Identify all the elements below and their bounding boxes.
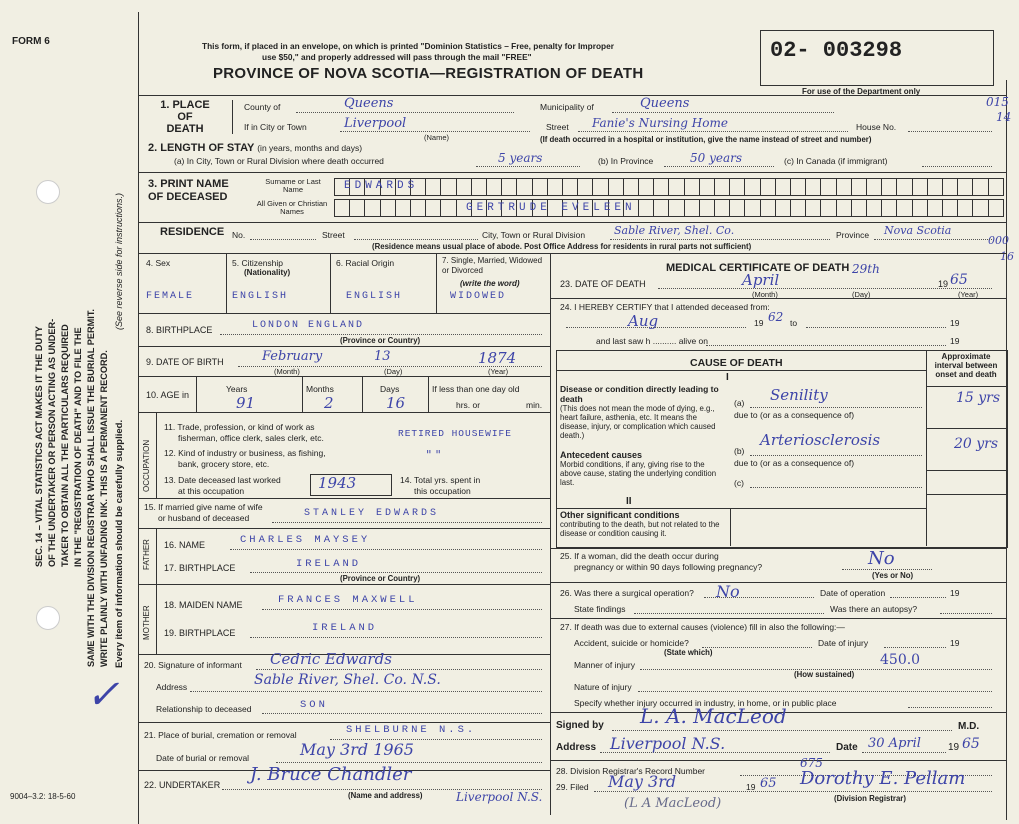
interval-label: Approximate interval between onset and death [934,352,998,379]
father-birthplace-value: IRELAND [296,558,362,570]
racial-label: 6. Racial Origin [336,258,395,268]
letter-cell [972,199,988,217]
mother-birthplace-label: 19. BIRTHPLACE [164,628,236,638]
letter-cell [927,199,943,217]
stay-a-label: (a) In City, Town or Rural Division where death occurred [174,156,384,166]
letter-cell [881,178,897,196]
dept-code-1: 015 [986,95,1009,109]
letter-cell [516,178,532,196]
letter-cell [836,178,852,196]
signed-date: 30 April [868,736,921,751]
father-name-value: CHARLES MAYSEY [240,534,371,546]
accident-label: Accident, suicide or homicide? [574,638,689,648]
letter-cell [805,199,821,217]
department-note: For use of the Department only [802,87,921,96]
undertaker-town: Liverpool N.S. [456,790,543,804]
letter-cell [349,199,365,217]
residence-city-value: Sable River, Shel. Co. [614,224,735,237]
relation-label: Relationship to deceased [156,704,252,714]
residence-no-label: No. [232,230,246,240]
side-instruction-2: OF THE UNDERTAKER OR PERSON ACTING AS UNDER- [47,318,57,567]
house-label: House No. [856,122,897,132]
years-label: Years [226,384,248,394]
letter-cell [896,178,912,196]
stay-b-label: (b) In Province [598,156,654,166]
county-value: Queens [344,96,394,111]
institution-note: (If death occurred in a hospital or institution, give the name instead of street and number) [540,135,872,144]
residence-city-label: City, Town or Rural Division [482,230,586,240]
pregnancy-label: 25. If a woman, did the death occur during pregnancy or within 90 days following pregnancy? [560,551,763,572]
dod-day-sub: (Day) [852,290,871,299]
street-value: Fanie's Nursing Home [592,116,728,130]
racial-value: ENGLISH [346,291,403,302]
stay-c-label: (c) In Canada (if immigrant) [784,156,888,166]
letter-cell [425,178,441,196]
citizenship-value: ENGLISH [232,291,289,302]
signed-value: L. A. MacLeod [640,704,787,728]
deceased-label: 3. PRINT NAME OF DECEASED [148,178,229,203]
stay-a-value: 5 years [498,151,543,165]
letter-cell [395,199,411,217]
form-code: 9004–3.2: 18-5-60 [10,792,76,801]
dob-year-sub: (Year) [488,367,509,376]
letter-cell [729,199,745,217]
years-spent-label: 14. Total yrs. spent in this occupation [400,475,481,496]
last-saw-year: 19 [950,336,960,346]
envelope-note-1: This form, if placed in an envelope, on which is printed "Dominion Statistics – Free, penalty for Improper [202,41,614,51]
letter-cell [912,178,928,196]
letter-cell [638,178,654,196]
stay-b-value: 50 years [690,151,743,165]
letter-cell [684,199,700,217]
letter-cell [942,178,958,196]
letter-cell [486,178,502,196]
cause-a-value: Senility [770,386,828,404]
days-label: Days [380,384,400,394]
burial-label: 21. Place of burial, cremation or removal [144,730,297,740]
due-to-a: due to (or as a consequence of) [734,410,855,420]
letter-cell [836,199,852,217]
dob-day-sub: (Day) [384,367,403,376]
letter-cell [820,199,836,217]
other-note: contributing to the death, but not related to the disease or condition causing it. [560,520,720,538]
letter-cell [638,199,654,217]
informant-address-label: Address [156,682,188,692]
letter-cell [988,178,1004,196]
attended-to-label: to [790,318,798,328]
informant-address: Sable River, Shel. Co. N.S. [254,672,441,688]
filed-year: 65 [760,776,777,791]
residence-label: RESIDENCE [160,226,225,238]
dod-year: 65 [950,272,968,288]
letter-cell [684,178,700,196]
letter-cell [623,178,639,196]
letter-cell [364,199,380,217]
relation-value: SON [300,699,328,711]
pregnancy-value: No [868,548,895,569]
letter-cell [334,199,350,217]
cause-b-label: (b) [734,446,745,456]
letter-cell [972,178,988,196]
months-label: Months [306,384,334,394]
letter-cell [957,199,973,217]
date-label: Date [836,742,858,753]
letter-cell [653,199,669,217]
burial-place: SHELBURNE N.S. [346,724,477,736]
operation-century: 19 [950,588,960,598]
signed-year: 65 [962,736,980,752]
dod-month: April [742,271,780,289]
cause-b-value: Arteriosclerosis [760,431,881,449]
address-value: Liverpool N.S. [610,734,726,753]
letter-cell [790,178,806,196]
letter-cell [744,199,760,217]
letter-cell [775,178,791,196]
record-number-label: 28. Division Registrar's Record Number [556,766,706,776]
letter-cell [851,178,867,196]
roman-two: II [626,496,632,507]
occupation-side-label: OCCUPATION [142,439,151,492]
letter-cell [532,178,548,196]
father-side-label: FATHER [142,539,151,570]
letter-cell [805,178,821,196]
side-instruction-7: (See reverse side for instructions.) [114,192,124,330]
letter-cell [744,178,760,196]
cause-c-label: (c) [734,478,744,488]
filed-label: 29. Filed [556,782,589,792]
mother-name-value: FRANCES MAXWELL [278,594,418,606]
roman-one: I [726,372,729,383]
years-value: 91 [236,394,256,412]
letter-cell [592,178,608,196]
less-day-label: If less than one day old [432,384,520,394]
min-label: min. [526,400,543,410]
antecedent-label: Antecedent causes [560,450,643,460]
binder-hole-bottom [36,606,60,630]
letter-cell [714,178,730,196]
undertaker-sub: (Name and address) [348,791,423,800]
informant-signature: Cedric Edwards [270,650,392,668]
dept-code-2: 14 [996,110,1012,124]
attended-to-year: 19 [950,318,960,328]
letter-cell [410,199,426,217]
state-which: (State which) [664,648,713,657]
letter-cell [957,178,973,196]
registration-number: 02- 003298 [770,38,903,63]
letter-cell [790,199,806,217]
letter-cell [851,199,867,217]
printed-signature: (L A MacLeod) [624,796,722,811]
letter-cell [699,178,715,196]
medical-title: MEDICAL CERTIFICATE OF DEATH [666,262,850,274]
mother-name-label: 18. MAIDEN NAME [164,600,243,610]
cause-title: CAUSE OF DEATH [690,357,783,369]
letter-cell [714,199,730,217]
dob-month: February [262,349,323,364]
industry-value: " " [426,448,441,462]
where-label: Specify whether injury occurred in industry, in home, or in public place [574,698,837,708]
filed-date: May 3rd [608,772,677,791]
last-saw-label: and last saw h .......... alive on [596,336,708,346]
letter-cell [942,199,958,217]
days-value: 16 [386,394,406,412]
given-value: GERTRUDE EVELEEN [466,202,636,214]
letter-cell [881,199,897,217]
letter-cell [760,178,776,196]
burial-date-label: Date of burial or removal [156,753,250,763]
dod-month-sub: (Month) [752,290,778,299]
registrar-sub: (Division Registrar) [834,794,906,803]
autopsy-label: Was there an autopsy? [830,604,918,614]
surgical-value: No [716,582,740,601]
dod-century: 19 [938,279,949,289]
record-number: 675 [800,756,823,770]
due-to-b: due to (or as a consequence of) [734,458,855,468]
spouse-value: STANLEY EDWARDS [304,508,440,519]
external-label: 27. If death was due to external causes (violence) fill in also the following:— [560,622,845,632]
letter-cell [380,199,396,217]
letter-cell [760,199,776,217]
pregnancy-sub: (Yes or No) [872,571,914,580]
industry-label: 12. Kind of industry or business, as fishing, bank, grocery store, etc. [164,448,326,469]
letter-cell [912,199,928,217]
frame-left [138,12,139,824]
father-birthplace-sub: (Province or Country) [340,574,421,583]
informant-label: 20. Signature of informant [144,660,242,670]
dob-label: 9. DATE OF BIRTH [146,357,224,367]
dept-code-4: 16 [1000,250,1014,263]
last-worked-value: 1943 [318,474,357,492]
trade-value: RETIRED HOUSEWIFE [398,428,512,439]
letter-cell [425,199,441,217]
last-worked-label: 13. Date deceased last worked at this occupation [164,475,281,496]
cause-b-interval: 20 yrs [954,436,999,452]
father-name-label: 16. NAME [164,540,206,550]
dod-year-sub: (Year) [958,290,979,299]
immediate-note: (This does not mean the mode of dying, e.g., heart failure, asthenia, etc. It means the disease, injury, or complication which caused death.) [560,404,716,440]
attended-year-century: 19 [754,318,764,328]
citizenship-label: 5. Citizenship [232,258,284,268]
letter-cell [699,199,715,217]
burial-date: May 3rd 1965 [300,740,414,759]
letter-cell [668,199,684,217]
letter-cell [562,178,578,196]
city-name-sub: (Name) [424,133,450,142]
envelope-note-2: use $50," and properly addressed will pass through the mail "FREE" [262,52,532,62]
findings-label: State findings [574,604,626,614]
side-instruction-5: SAME WITH THE DIVISION REGISTRAR WHO SHALL ISSUE THE BURIAL PERMIT. [86,309,96,667]
citizenship-sub: (Nationality) [244,268,291,277]
spouse-label: 15. If married give name of wife or husband of deceased [144,502,263,523]
city-value: Liverpool [344,116,407,131]
city-label: If in City or Town [244,122,307,132]
marital-sub: (write the word) [460,279,520,288]
sex-label: 4. Sex [146,258,171,268]
birthplace-value: LONDON ENGLAND [252,320,365,331]
sex-value: FEMALE [146,291,195,302]
mother-side-label: MOTHER [142,605,151,640]
attended-year: 62 [768,310,784,324]
attended-from: Aug [628,312,659,330]
surname-value: EDWARDS [344,180,419,192]
injury-date-label: Date of injury [818,638,869,648]
dept-code-3: 000 [988,234,1009,247]
side-instruction-4: IN THE "REGISTRATION OF DEATH" AND TO FILE THE [73,327,83,567]
stay-label: 2. LENGTH OF STAY (in years, months and days) [148,142,363,154]
months-value: 2 [324,394,334,412]
letter-cell [820,178,836,196]
registrar-signature: Dorothy E. Pellam [800,768,966,789]
residence-note: (Residence means usual place of abode. Post Office Address for residents in rural parts not sufficient) [372,242,752,251]
letter-cell [577,178,593,196]
side-instruction-8: Every item of information should be carefully supplied. [114,419,125,668]
municipality-value: Queens [640,96,690,111]
letter-cell [775,199,791,217]
letter-cell [471,178,487,196]
injury-century: 19 [950,638,960,648]
binder-hole-top [36,180,60,204]
given-label: All Given or Christian Names [256,199,328,216]
checkmark: ✓ [86,672,120,718]
mother-birthplace-value: IRELAND [312,622,378,634]
filed-century: 19 [746,782,756,792]
letter-cell [501,178,517,196]
manner-value: 450.0 [880,652,921,668]
antecedent-note: Morbid conditions, if any, giving rise to the above cause, stating the underlying condition last. [560,460,717,487]
dod-day: 29th [852,262,880,276]
form-title: PROVINCE OF NOVA SCOTIA—REGISTRATION OF DEATH [213,65,644,82]
county-label: County of [244,102,281,112]
other-label: Other significant conditions [560,510,680,520]
residence-province-value: Nova Scotia [884,224,952,237]
dob-year: 1874 [478,349,517,367]
address-label: Address [556,742,597,753]
letter-cell [440,199,456,217]
form-number: FORM 6 [12,36,50,47]
side-instruction-6: WRITE PLAINLY WITH UNFADING INK. THIS IS A PERMANENT RECORD. [99,350,109,667]
letter-cell [866,199,882,217]
place-label: 1. PLACE OF DEATH [160,99,210,135]
md-label: M.D. [958,721,980,732]
residence-street-label: Street [322,230,345,240]
letter-cell [866,178,882,196]
letter-cell [608,178,624,196]
manner-label: Manner of injury [574,660,635,670]
hrs-label: hrs. or [456,400,481,410]
surname-label: Surname or Last Name [265,177,321,194]
side-instruction-3: TAKER TO OBTAIN ALL THE PARTICULARS REQUIRED [60,324,70,567]
marital-label: 7. Single, Married, Widowed or Divorced [442,256,543,275]
how-sustained: (How sustained) [794,670,855,679]
father-birthplace-label: 17. BIRTHPLACE [164,563,236,573]
letter-cell [668,178,684,196]
dod-label: 23. DATE OF DEATH [560,279,646,289]
letter-cell [653,178,669,196]
undertaker-signature: J. Bruce Chandler [250,764,412,785]
undertaker-label: 22. UNDERTAKER [144,780,221,790]
cause-a-label: (a) [734,398,745,408]
birthplace-sub: (Province or Country) [340,336,421,345]
surgical-label: 26. Was there a surgical operation? [560,588,694,598]
nature-label: Nature of injury [574,682,632,692]
operation-date-label: Date of operation [820,588,886,598]
letter-cell [440,178,456,196]
cause-a-interval: 15 yrs [956,390,1001,406]
trade-label: 11. Trade, profession, or kind of work as fisherman, office clerk, sales clerk, etc. [164,422,324,443]
age-label: 10. AGE in [146,390,190,400]
residence-province-label: Province [836,230,870,240]
dob-day: 13 [374,349,391,364]
birthplace-label: 8. BIRTHPLACE [146,325,213,335]
immediate-label: Disease or condition directly leading to death [560,384,719,404]
street-label: Street [546,122,569,132]
signed-label: Signed by [556,720,604,731]
letter-cell [547,178,563,196]
letter-cell [456,178,472,196]
marital-value: WIDOWED [450,291,507,302]
certify-label: 24. I HEREBY CERTIFY that I attended deceased from: [560,302,770,312]
signed-century: 19 [948,742,960,753]
dob-month-sub: (Month) [274,367,300,376]
letter-cell [927,178,943,196]
letter-cell [729,178,745,196]
letter-cell [988,199,1004,217]
letter-cell [896,199,912,217]
side-instruction-1: SEC. 14 – VITAL STATISTICS ACT MAKES IT THE DUTY [34,326,44,567]
municipality-label: Municipality of [540,102,594,112]
